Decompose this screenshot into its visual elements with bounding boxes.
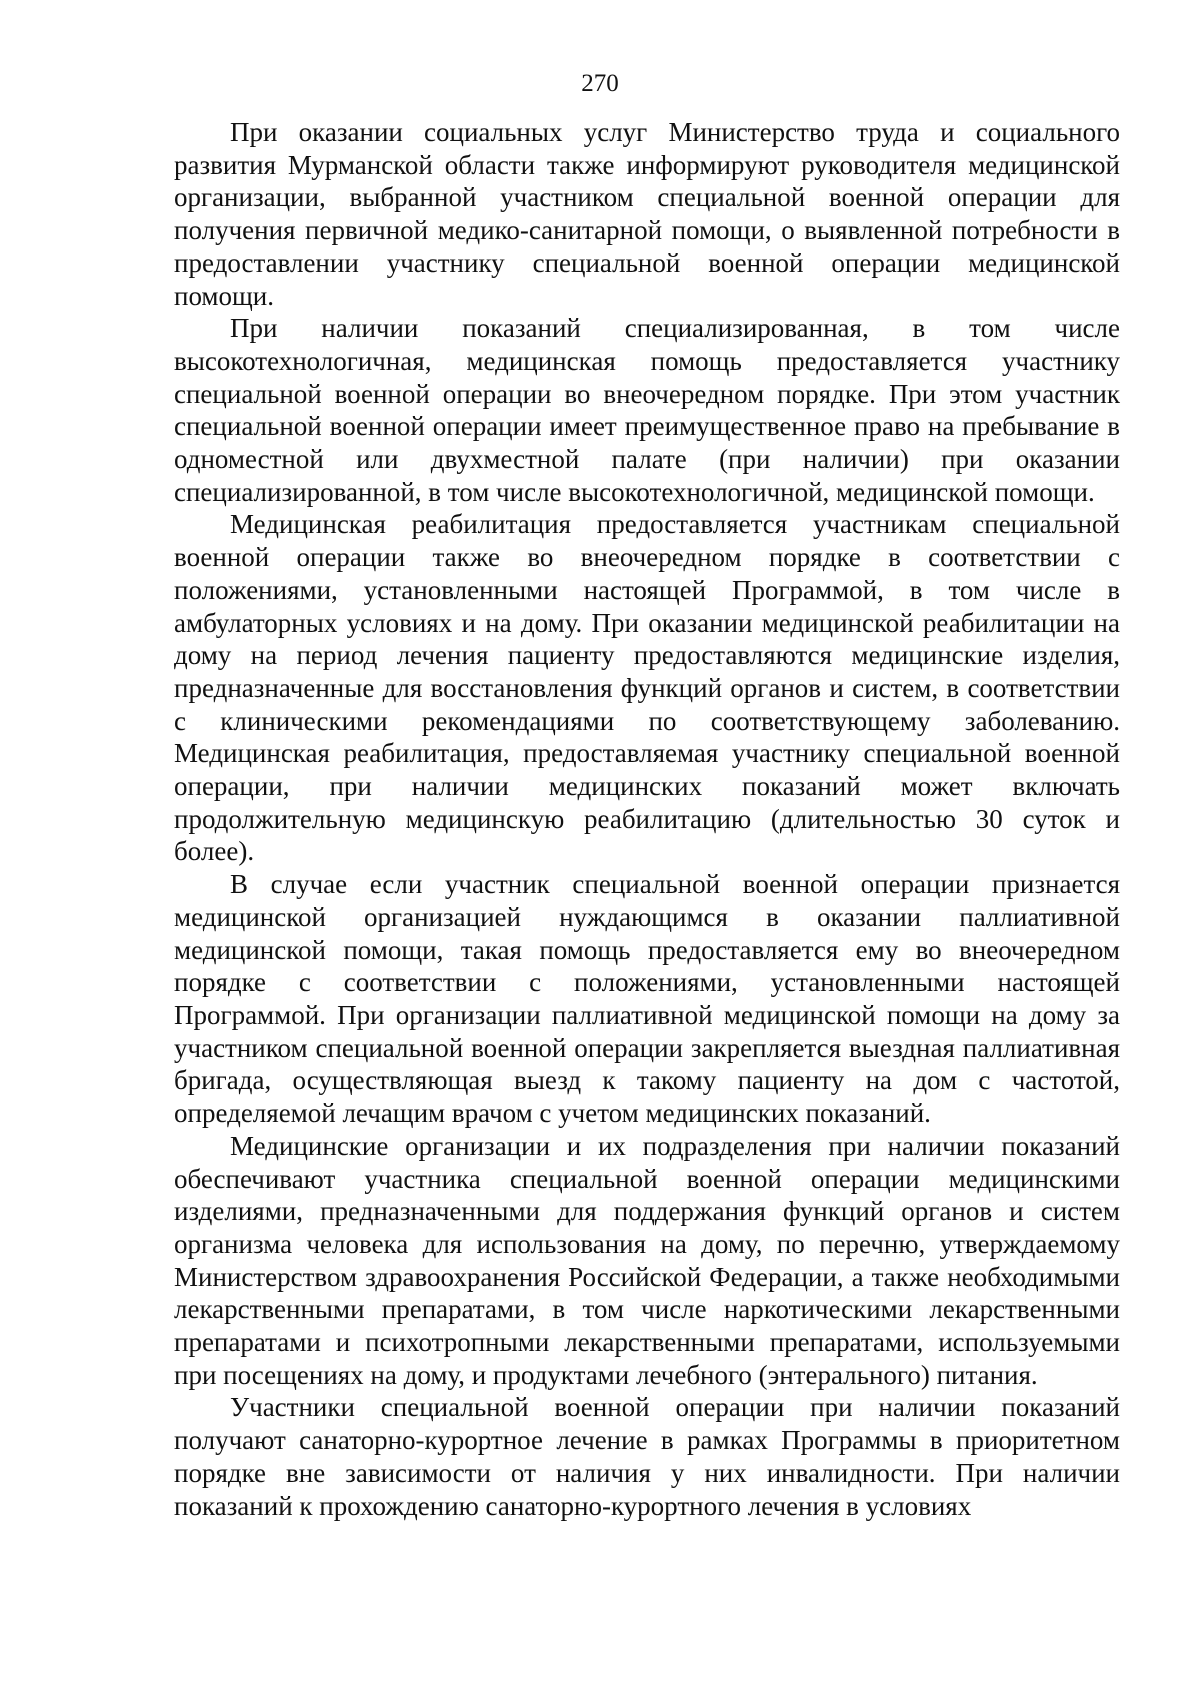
- page-number: 270: [581, 70, 619, 97]
- paragraph-palliative-care: В случае если участник специальной военной операции признается медицинской организацией нуждающимся в оказании паллиативной медицинской помощи, такая помощь предоставляется ему во внеочередном порядке с соответствии с положениями, установленными настоящей Программой. При организации паллиативной медицинской помощи на дому за участником специальной военной операции закрепляется выездная паллиативная бригада, осуществляющая выезд к такому пациенту на дом с частотой, определяемой лечащим врачом с учетом медицинских показаний.: [174, 869, 1120, 1129]
- paragraph-social-services: При оказании социальных услуг Министерство труда и социального развития Мурманской области также информируют руководителя медицинской организации, выбранной участником специальной военной операции для получения первичной медико-санитарной помощи, о выявленной потребности в предоставлении участнику специальной военной операции медицинской помощи.: [174, 117, 1120, 311]
- paragraph-rehabilitation: Медицинская реабилитация предоставляется участникам специальной военной операции также во внеочередном порядке в соответствии с положениями, установленными настоящей Программой, в том числе в амбулаторных условиях и на дому. При оказании медицинской реабилитации на дому на период лечения пациенту предоставляются медицинские изделия, предназначенные для восстановления функций органов и систем, в соответствии с клиническими рекомендациями по соответствующему заболеванию. Медицинская реабилитация, предоставляемая участнику специальной военной операции, при наличии медицинских показаний может включать продолжительную медицинскую реабилитацию (длительностью 30 суток и более).: [174, 509, 1120, 867]
- document-body: [174, 116, 1120, 1522]
- paragraph-sanatorium-treatment: Участники специальной военной операции при наличии показаний получают санаторно-курортное лечение в рамках Программы в приоритетном порядке вне зависимости от наличия у них инвалидности. При наличии показаний к прохождению санаторно-курортного лечения в условиях: [174, 1392, 1120, 1521]
- paragraph-specialized-care: При наличии показаний специализированная, в том числе высокотехнологичная, медицинская помощь предоставляется участнику специальной военной операции во внеочередном порядке. При этом участник специальной военной операции имеет преимущественное право на пребывание в одноместной или двухместной палате (при наличии) при оказании специализированной, в том числе высокотехнологичной, медицинской помощи.: [174, 313, 1120, 507]
- paragraph-medical-devices: Медицинские организации и их подразделения при наличии показаний обеспечивают участника специальной военной операции медицинскими изделиями, предназначенными для поддержания функций органов и систем организма человека для использования на дому, по перечню, утверждаемому Министерством здравоохранения Российской Федерации, а также необходимыми лекарственными препаратами, в том числе наркотическими лекарственными препаратами и психотропными лекарственными препаратами, используемыми при посещениях на дому, и продуктами лечебного (энтерального) питания.: [174, 1130, 1120, 1390]
